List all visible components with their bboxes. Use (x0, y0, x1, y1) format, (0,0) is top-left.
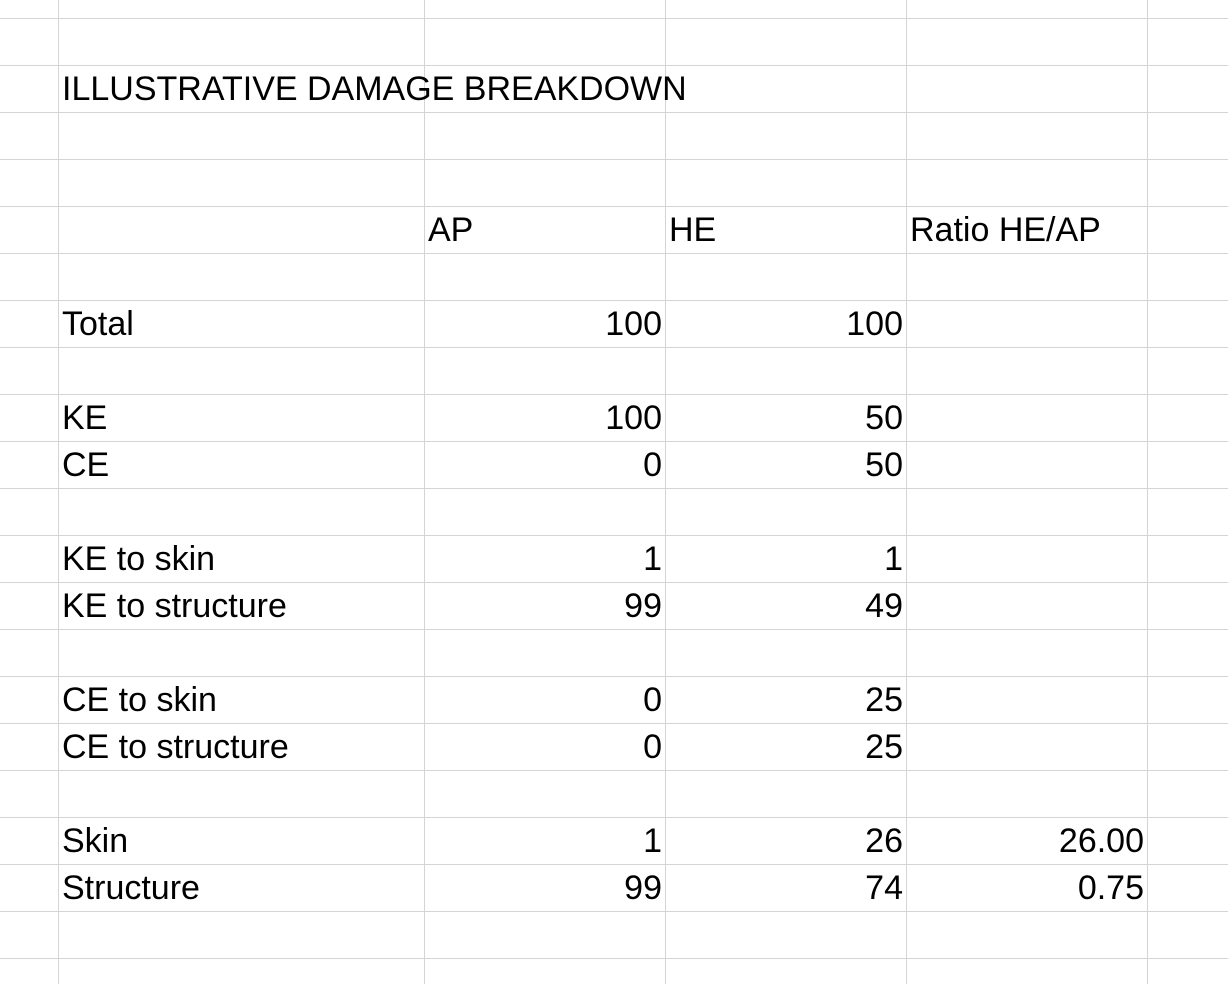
cell-structure-he[interactable]: 74 (865, 869, 903, 907)
row-label-ce-to-skin[interactable]: CE to skin (62, 681, 217, 719)
sheet-title[interactable]: ILLUSTRATIVE DAMAGE BREAKDOWN (62, 70, 687, 108)
cell-structure-ratio[interactable]: 0.75 (1077, 869, 1144, 907)
cell-ce-to-structure-ap[interactable]: 0 (643, 728, 662, 766)
row-label-skin[interactable]: Skin (62, 822, 129, 860)
cell-skin-he[interactable]: 26 (865, 822, 903, 860)
cell-ke-he[interactable]: 50 (865, 399, 903, 437)
row-label-ke-to-structure[interactable]: KE to structure (62, 587, 287, 625)
cell-ke-to-skin-ap[interactable]: 1 (643, 540, 662, 578)
cell-ce-to-structure-he[interactable]: 25 (865, 728, 903, 766)
cell-total-he[interactable]: 100 (846, 305, 903, 343)
grid-line (0, 253, 1228, 254)
cell-ce-ap[interactable]: 0 (643, 446, 662, 484)
grid-line (0, 159, 1228, 160)
row-label-ce[interactable]: CE (62, 446, 110, 484)
header-he[interactable]: HE (669, 211, 717, 249)
cell-ce-to-skin-he[interactable]: 25 (865, 681, 903, 719)
header-ratio[interactable]: Ratio HE/AP (910, 211, 1101, 249)
grid-line (0, 488, 1228, 489)
row-label-ce-to-structure[interactable]: CE to structure (62, 728, 289, 766)
grid-line (0, 18, 1228, 19)
cell-ke-ap[interactable]: 100 (605, 399, 662, 437)
grid-line (0, 911, 1228, 912)
cell-ce-he[interactable]: 50 (865, 446, 903, 484)
cell-ce-to-skin-ap[interactable]: 0 (643, 681, 662, 719)
cell-ke-to-structure-ap[interactable]: 99 (624, 587, 662, 625)
grid-line (0, 958, 1228, 959)
grid-line (0, 629, 1228, 630)
header-ap[interactable]: AP (428, 211, 474, 249)
grid-line (0, 347, 1228, 348)
cell-ke-to-skin-he[interactable]: 1 (884, 540, 903, 578)
row-label-total[interactable]: Total (62, 305, 134, 343)
cell-ke-to-structure-he[interactable]: 49 (865, 587, 903, 625)
row-label-structure[interactable]: Structure (62, 869, 200, 907)
row-label-ke[interactable]: KE (62, 399, 108, 437)
cell-skin-ratio[interactable]: 26.00 (1058, 822, 1144, 860)
cell-total-ap[interactable]: 100 (605, 305, 662, 343)
cell-skin-ap[interactable]: 1 (643, 822, 662, 860)
grid-line (0, 112, 1228, 113)
grid-line (0, 770, 1228, 771)
row-label-ke-to-skin[interactable]: KE to skin (62, 540, 216, 578)
cell-structure-ap[interactable]: 99 (624, 869, 662, 907)
